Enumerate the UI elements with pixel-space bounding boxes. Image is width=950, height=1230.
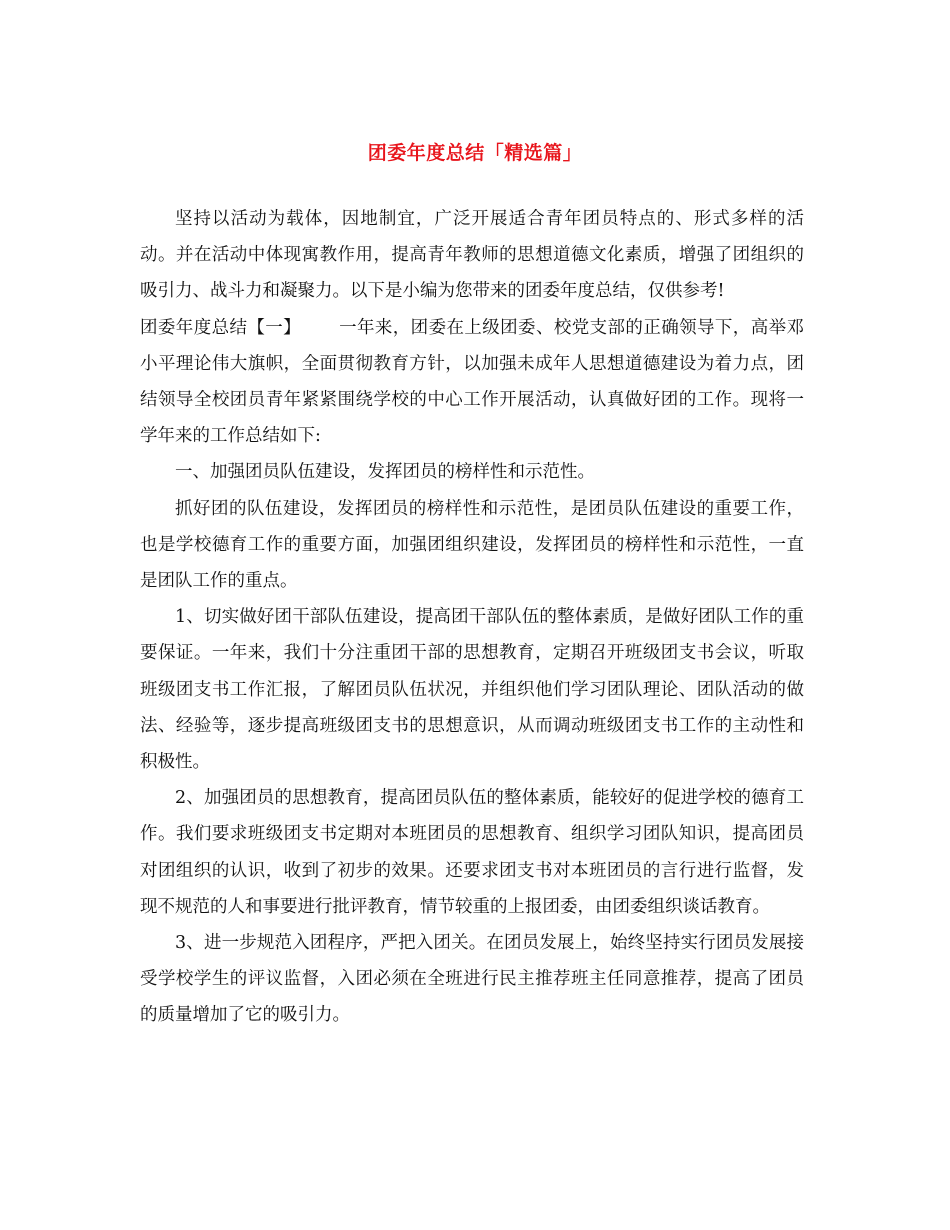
list-item-3: 3、进一步规范入团程序，严把入团关。在团员发展上，始终坚持实行团员发展接受学校学生的评议监督，入团必须在全班进行民主推荐班主任同意推荐，提高了团员的质量增加了它的吸引力。 bbox=[140, 933, 804, 1026]
point-one-heading: 一、加强团员队伍建设，发挥团员的榜样性和示范性。 bbox=[175, 462, 595, 483]
section-heading: 团委年度总结【一】 bbox=[140, 317, 302, 338]
section-paragraph bbox=[140, 310, 804, 455]
document-body bbox=[140, 201, 804, 1034]
document-title: 团委年度总结「精选篇」 bbox=[367, 142, 583, 164]
list-item-1: 1、切实做好团干部队伍建设，提高团干部队伍的整体素质，是做好团队工作的重要保证。一年来，我们十分注重团干部的思想教育，定期召开班级团支书会议，听取班级团支书工作汇报，了解团员队伍状况，并组织他们学习团队理论、团队活动的做法、经验等，逐步提高班级团支书的思想意识，从而调动班级团支书工作的主动性和积极性。 bbox=[140, 607, 804, 773]
point-one-body: 抓好团的队伍建设，发挥团员的榜样性和示范性，是团员队伍建设的重要工作，也是学校德育工作的重要方面，加强团组织建设，发挥团员的榜样性和示范性，一直是团队工作的重点。 bbox=[140, 498, 804, 592]
list-item-2: 2、加强团员的思想教育，提高团员队伍的整体素质，能较好的促进学校的德育工作。我们要求班级团支书定期对本班团员的思想教育、组织学习团队知识，提高团员对团组织的认识，收到了初步的效果。还要求团支书对本班团员的言行进行监督，发现不规范的人和事要进行批评教育，情节较重的上报团委，由团委组织谈话教育。 bbox=[140, 788, 804, 917]
intro-paragraph: 坚持以活动为载体，因地制宜，广泛开展适合青年团员特点的、形式多样的活动。并在活动中体现寓教作用，提高青年教师的思想道德文化素质，增强了团组织的吸引力、战斗力和凝聚力。以下是小编为您带来的团委年度总结，仅供参考! bbox=[140, 209, 804, 302]
section-opening: 一年来，团委在上级团委、校党支部的正确领导下，高举邓小平理论伟大旗帜，全面贯彻教育方针，以加强未成年人思想道德建设为着力点，团结领导全校团员青年紧紧围绕学校的中心工作开展活动，认真做好团的工作。现将一学年来的工作总结如下: bbox=[140, 317, 805, 447]
